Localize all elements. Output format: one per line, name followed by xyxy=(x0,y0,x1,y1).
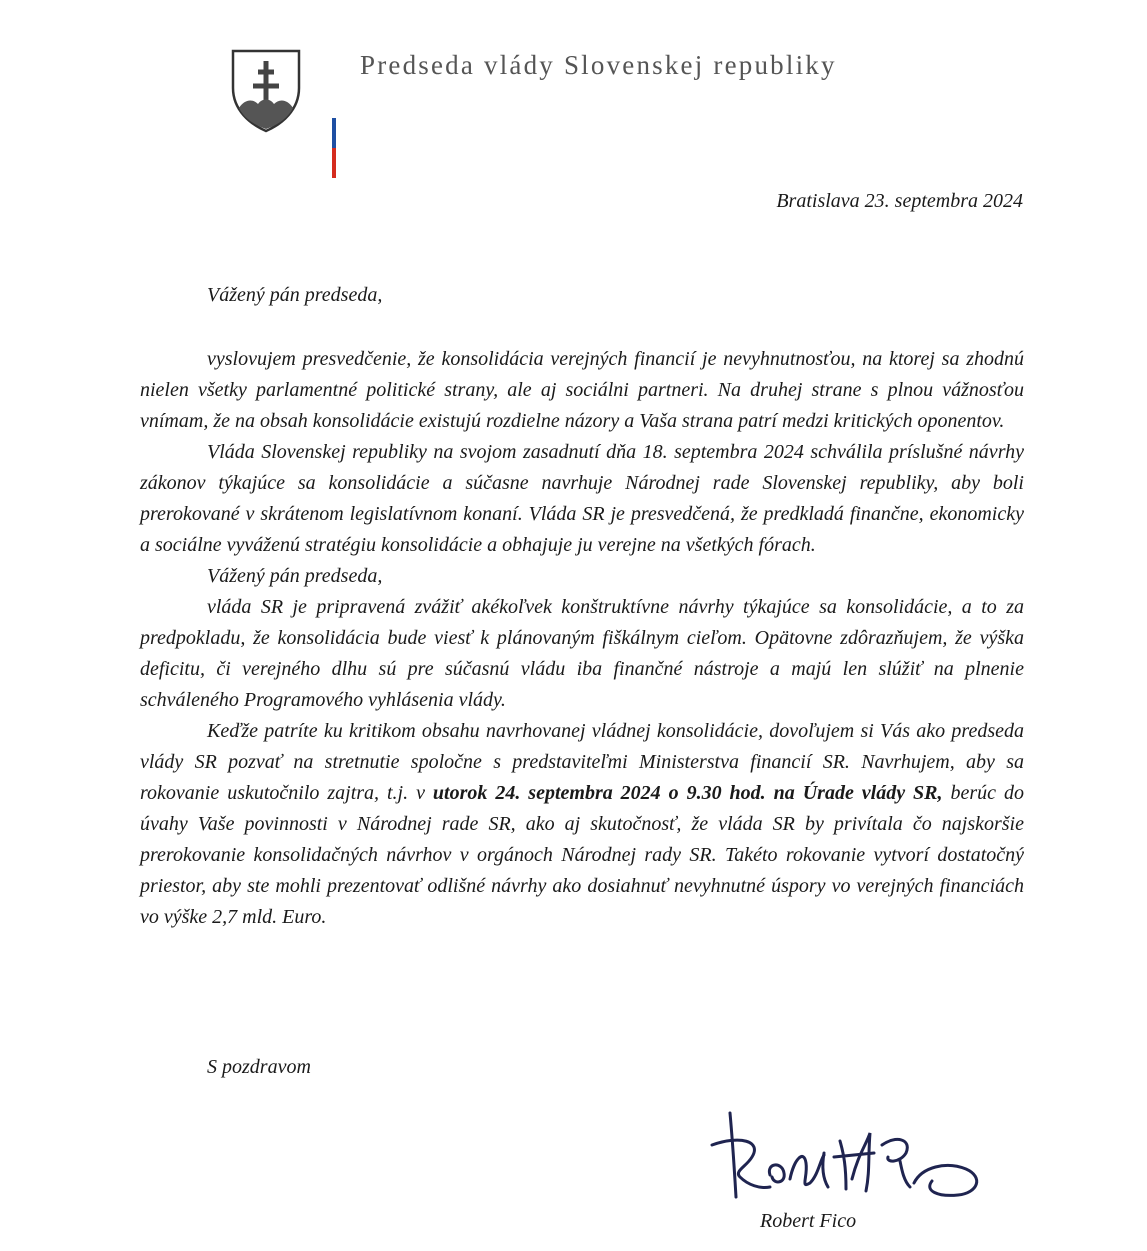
handwritten-signature-icon xyxy=(700,1105,990,1210)
flag-color-bar xyxy=(332,88,336,178)
meeting-time-location: utorok 24. septembra 2024 o 9.30 hod. na Úrade vlády SR, xyxy=(432,782,943,804)
paragraph-1: vyslovujem presvedčenie, že konsolidácia verejných financií je nevyhnutnosťou, na ktorej sa zhodnú nielen všetky parlamentné politické strany, ale aj sociálni partneri. Na druhej strane s plnou vážnosťou vnímam, že na obsah konsolidácie existujú rozdielne názory a Vaša strana patrí medzi kritických oponentov. xyxy=(140,348,1024,432)
slovak-coat-of-arms-icon xyxy=(230,48,302,134)
flag-blue-stripe xyxy=(332,118,336,148)
paragraph-4-end: berúc do úvahy Vaše povinnosti v Národnej rade SR, ako aj skutočnosť, že vláda SR by privítala čo najskoršie prerokovanie konsolidačných návrhov v orgánoch Národnej rady SR. Takéto rokovanie vytvorí dostatočný priestor, aby ste mohli prezentovať odlišné návrhy ako dosiahnuť nevyhnutné úspory vo verejných financiách vo výške 2,7 mld. Euro. xyxy=(140,782,1024,928)
paragraph-2: Vláda Slovenskej republiky na svojom zasadnutí dňa 18. septembra 2024 schválila príslušné návrhy zákonov týkajúce sa konsolidácie a súčasne navrhuje Národnej rade Slovenskej republiky, aby boli prerokované v skrátenom legislatívnom konaní. Vláda SR je presvedčená, že predkladá finančne, ekonomicky a sociálne vyváženú stratégiu konsolidácie a obhajuje ju verejne na všetkých fórach. xyxy=(140,441,1024,556)
paragraph-4-start: Keďže patríte ku kritikom obsahu navrhovanej vládnej konsolidácie, dovoľujem si Vás ako predseda vlády SR pozvať na stretnutie spoločne s predstaviteľmi Ministerstva financií SR. Navrhujem, aby sa rokovanie uskutočnilo zajtra, t.j. v xyxy=(140,720,1024,804)
closing: S pozdravom xyxy=(207,1056,311,1078)
flag-white-stripe xyxy=(332,88,336,118)
paragraph-4 xyxy=(140,716,1024,933)
salutation-2: Vážený pán predseda, xyxy=(207,565,383,587)
paragraph-3: vláda SR je pripravená zvážiť akékoľvek konštruktívne návrhy týkajúce sa konsolidácie, a to za predpokladu, že konsolidácia bude viesť k plánovaným fiškálnym cieľom. Opätovne zdôrazňujem, že výška deficitu, či verejného dlhu sú pre súčasnú vládu iba finančné nástroje a majú len slúžiť na plnenie schváleného Programového vyhlásenia vlády. xyxy=(140,596,1024,711)
letter-body xyxy=(140,344,1024,933)
signatory-name: Robert Fico xyxy=(760,1210,857,1232)
date-line: Bratislava 23. septembra 2024 xyxy=(776,190,1023,212)
salutation: Vážený pán predseda, xyxy=(207,284,383,306)
flag-red-stripe xyxy=(332,148,336,178)
letterhead-title: Predseda vlády Slovenskej republiky xyxy=(360,50,837,80)
